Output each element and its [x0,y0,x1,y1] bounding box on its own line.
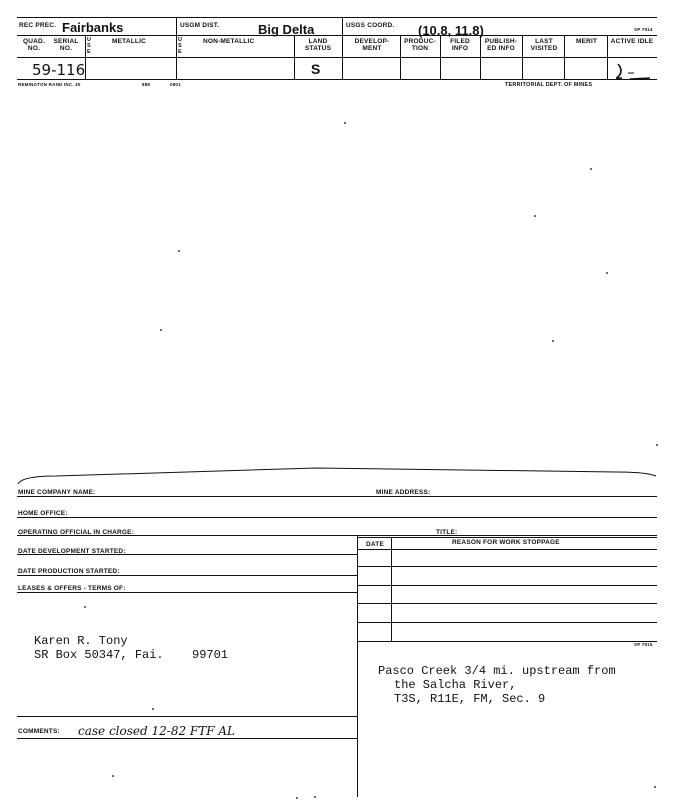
scan-speck [344,122,346,124]
rule-company [17,496,657,497]
location-line-2: the Salcha River, [394,678,517,692]
col-metallic: METALLIC [112,38,146,45]
form-code-bottom: SP 7915 [634,642,653,647]
title-label: TITLE: [436,529,458,536]
date-col-divider [391,537,392,641]
usgm-dist-label: USGM DIST. [180,22,220,29]
rule-comments [17,738,357,739]
vline-dist [176,17,177,79]
vline-active [607,35,608,79]
top-rule-2 [17,35,657,36]
vline-prod [400,35,401,79]
stoppage-rule-0 [357,537,657,538]
owner-address: SR Box 50347, Fai. [34,648,164,662]
date-col-label: DATE [366,541,385,548]
active-idle-mark [612,61,652,81]
owner-name: Karen R. Tony [34,634,128,648]
scan-speck [152,708,154,710]
col-land-status: LAND STATUS [304,38,332,52]
col-development: DEVELOP-MENT [354,38,390,52]
comments-label: COMMENTS: [18,728,60,735]
vline-publ [480,35,481,79]
vline-metallic [85,35,86,79]
land-status-value: S [311,61,321,77]
location-line-1: Pasco Creek 3/4 mi. upstream from [378,664,616,678]
vline-last [522,35,523,79]
scan-speck [534,215,536,217]
scan-speck [552,340,554,342]
stoppage-rule-5 [357,622,657,623]
reason-col-label: REASON FOR WORK STOPPAGE [452,539,560,546]
footer-left: REMINGTON RAND INC. 30 [18,82,81,87]
scan-speck [160,329,162,331]
vline-coord [342,17,343,79]
form-code-top: SP 7914 [634,27,653,32]
location-line-3: T3S, R11E, FM, Sec. 9 [394,692,546,706]
scan-speck [606,272,608,274]
col-published-info: PUBLISH-ED INFO [484,38,518,52]
scan-speck [654,786,656,788]
serial-value: 59-116 [32,61,86,79]
metallic-marks: U S E [87,37,92,55]
home-office-label: HOME OFFICE: [18,510,68,517]
rule-leases [17,592,357,593]
operating-official-label: OPERATING OFFICIAL IN CHARGE: [18,529,135,536]
col-active-idle: ACTIVE IDLE [610,38,654,45]
date-development-label: DATE DEVELOPMENT STARTED: [18,548,126,555]
vline-filed [440,35,441,79]
col-merit: MERIT [576,38,598,45]
leases-offers-label: LEASES & OFFERS - TERMS OF: [18,585,126,592]
lower-form-edge [16,446,661,486]
stoppage-rule-2 [357,566,657,567]
mine-address-label: MINE ADDRESS: [376,489,431,496]
usgs-coord-label: USGS COORD. [346,22,395,29]
mine-company-label: MINE COMPANY NAME: [18,489,96,496]
col-last-visited: LAST VISITED [530,38,558,52]
col-filed-info: FILED INFO [450,38,470,52]
top-rule-4 [17,79,657,80]
col-quad-no: QUAD. NO. [23,38,45,52]
stoppage-rule-6 [357,641,657,642]
footer-left-mid2: 0801 [170,82,181,87]
footer-left-mid1: 888 [142,82,151,87]
rec-prec-value: Fairbanks [62,20,124,35]
rule-home-office [17,517,657,518]
footer-right: TERRITORIAL DEPT. OF MINES [505,82,593,88]
scan-speck [314,796,316,798]
usgm-dist-value: Big Delta [258,22,315,37]
scan-speck [84,606,86,608]
col-serial-no: SERIAL NO. [53,38,79,52]
stoppage-rule-1 [357,549,657,550]
scan-speck [590,168,592,170]
vline-land [294,35,295,79]
scan-speck [112,775,114,777]
usgs-coord-value: (10.8, 11.8) [418,23,484,38]
comment-handwritten: case closed 12-82 FTF AL [78,724,236,738]
col-production: PRODUC-TION [404,38,436,52]
rule-prod-start [17,575,357,576]
rec-prec-label: REC PREC. [19,22,57,29]
col-non-metallic: NON-METALLIC [203,38,255,45]
scan-speck [296,797,298,799]
vline-merit [564,35,565,79]
top-rule-3 [17,57,657,58]
stoppage-rule-4 [357,603,657,604]
scan-speck [178,250,180,252]
top-rule-1 [17,17,657,18]
non-metallic-marks: U S E [178,37,183,55]
scan-speck [656,444,658,446]
rule-comments-top [17,716,357,717]
owner-zip: 99701 [192,648,229,662]
center-divider [357,535,358,797]
date-production-label: DATE PRODUCTION STARTED: [18,568,120,575]
stoppage-rule-3 [357,585,657,586]
